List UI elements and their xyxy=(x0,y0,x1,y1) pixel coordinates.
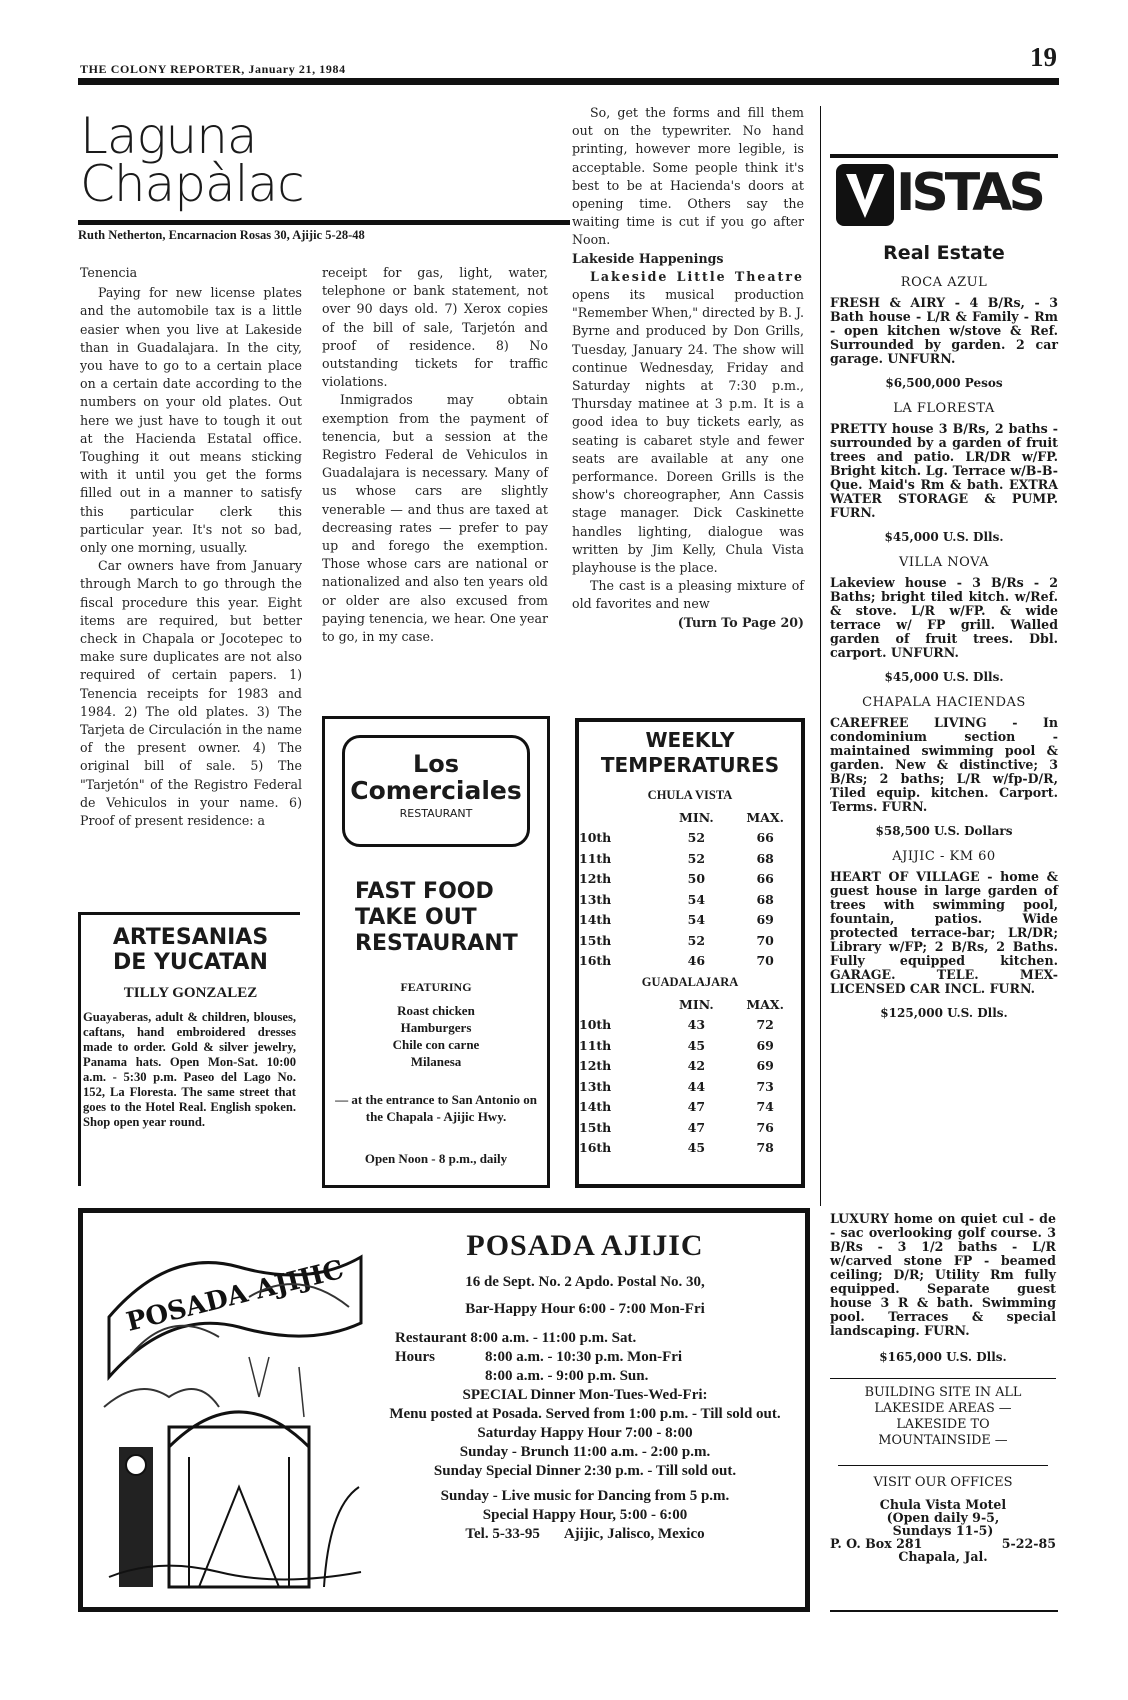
artesanias-title-line2: DE YUCATAN xyxy=(113,950,268,975)
max-cell: 72 xyxy=(756,1017,774,1033)
listing-name: AJIJIC - KM 60 xyxy=(892,849,996,864)
column-rule xyxy=(820,106,821,1206)
po-box: P. O. Box 281 xyxy=(830,1536,923,1551)
article-paragraph: So, get the forms and fill them out on the typewriter. No hand printing, however more legible, is acceptable. Some people think it's best to be at Hacienda's doors at opening time. Others say the waiting time is cut if you go after Noon. xyxy=(572,105,804,248)
day-cell: 11th xyxy=(579,1037,612,1053)
listing-price: $58,500 U.S. Dollars xyxy=(875,824,1013,838)
comerciales-name-line2: Comerciales xyxy=(350,776,522,805)
menu-item: Chile con carne xyxy=(392,1037,480,1052)
article-column-2 xyxy=(322,264,548,646)
posada-address: 16 de Sept. No. 2 Apdo. Postal No. 30, xyxy=(465,1274,705,1290)
weekly-temperatures xyxy=(575,718,805,1188)
max-header: MAX. xyxy=(746,809,784,825)
day-cell: 16th xyxy=(579,1140,612,1156)
day-cell: 14th xyxy=(579,912,612,928)
comerciales-logo xyxy=(342,735,530,847)
min-cell: 45 xyxy=(687,1037,706,1053)
posada-menu: Menu posted at Posada. Served from 1:00 p.m. - Till sold out. xyxy=(389,1406,781,1422)
offices-line: Chula Vista Motel xyxy=(879,1497,1007,1512)
posada-special: SPECIAL Dinner Mon-Tues-Wed-Fri: xyxy=(462,1387,708,1403)
listing-desc: PRETTY house 3 B/Rs, 2 baths - surrounded by a garden of fruit trees and patio. LR/DR w/FP. Bright kitch. Lg. Terrace w/B-B-Que. Maid's Rm & bath. EXTRA WATER STORAGE & PUMP. FURN. xyxy=(830,421,1058,520)
min-cell: 54 xyxy=(687,891,706,907)
listing xyxy=(830,696,1058,838)
min-cell: 52 xyxy=(687,830,706,846)
vistas-bottom-rule xyxy=(830,1610,1058,1612)
article-paragraph: Car owners have from January through March to go through the fiscal procedure this year. Eight items are required, but better check in Chapala or Jocotepec to make sure duplicates are not also required of certain papers. 1) Tenencia receipts for 1983 and 1984. 2) The old plates. 3) The Tarjeta de Circulación in the name of the present owner. 4) The original bill of sale. 5) The "Tarjetón" of the Registro Federal de Vehiculos in your name. 6) Proof of present residence: a xyxy=(80,558,302,829)
listing-price: $125,000 U.S. Dlls. xyxy=(880,1006,1008,1020)
min-cell: 52 xyxy=(687,850,706,866)
day-cell: 10th xyxy=(579,1017,612,1033)
artesanias-body: Guayaberas, adult & children, blouses, caftans, hand embroidered dresses made to order. Gold & silver jewelry, Panama hats. Open Mon-Sat. 10:00 a.m. - 5:30 p.m. Paseo del Lago No. 152, La Floresta. The same street that goes to the Hotel Real. English spoken. Shop open year round. xyxy=(83,1010,296,1129)
day-cell: 14th xyxy=(579,1099,612,1115)
ad-los-comerciales xyxy=(322,716,550,1188)
posada-hours-label: Hours xyxy=(395,1349,436,1365)
listing-price: $45,000 U.S. Dlls. xyxy=(884,530,1004,544)
column-head-rule xyxy=(78,220,570,225)
min-cell: 47 xyxy=(687,1119,706,1135)
offices-line: (Open daily 9-5, xyxy=(886,1510,1000,1525)
posada-illustration xyxy=(99,1227,369,1597)
posada-sign-text: POSADA AJIJIC xyxy=(123,1254,347,1338)
listing-name: LA FLORESTA xyxy=(893,401,995,416)
table-row xyxy=(579,1097,801,1118)
listing xyxy=(830,556,1058,684)
listing xyxy=(830,276,1058,390)
table-row xyxy=(579,1076,801,1097)
min-header: MIN. xyxy=(679,996,714,1012)
article-paragraph: The cast is a pleasing mixture of old favorites and new xyxy=(572,578,804,612)
day-cell: 11th xyxy=(579,850,612,866)
min-cell: 46 xyxy=(687,953,706,969)
min-cell: 54 xyxy=(687,912,706,928)
listing xyxy=(830,850,1058,1020)
listing-desc: HEART OF VILLAGE - home & guest house in large garden of trees with swimming pool, fountain, patios. Wide protected terrace-bar; LR/DR; Library w/FP; 2 B/Rs, 2 Baths. Fully equipped kitchen. GARAGE. TELE. MEX-LICENSED CAR INCL. FURN. xyxy=(830,869,1058,996)
article-paragraph: receipt for gas, light, water, telephone or bank statement, not over 90 days old. 7) Xerox copies of the bill of sale, Tarjetón and proof of residence. 8) No outstanding tickets for traffic violations. xyxy=(322,265,548,390)
posada-city: Ajijic, Jalisco, Mexico xyxy=(563,1526,705,1542)
vistas-lower xyxy=(830,1212,1056,1563)
temperature-table xyxy=(579,807,801,971)
listing-price: $6,500,000 Pesos xyxy=(885,376,1003,390)
listing-desc: CAREFREE LIVING - In condominium section - maintained swimming pool & garden. New & distinctive; 3 B/Rs; 2 baths; L/R w/fp-D/R, Tiled equip. kitchen. Carport. Terms. FURN. xyxy=(830,715,1058,814)
station-name: GUADALAJARA xyxy=(641,975,739,989)
day-cell: 12th xyxy=(579,1058,612,1074)
max-cell: 74 xyxy=(756,1099,774,1115)
vistas-tagline: Real Estate xyxy=(883,242,1005,264)
day-cell: 16th xyxy=(579,953,612,969)
max-cell: 66 xyxy=(756,871,774,887)
listing-name: VILLA NOVA xyxy=(898,555,989,570)
ad-artesanias xyxy=(78,912,300,1186)
artesanias-owner: TILLY GONZALEZ xyxy=(123,985,258,1001)
table-row xyxy=(579,1117,801,1138)
temperature-table xyxy=(579,994,801,1158)
article-heading: Tenencia xyxy=(80,265,138,280)
min-cell: 52 xyxy=(687,932,706,948)
day-cell: 15th xyxy=(579,932,612,948)
article-paragraph: Inmigrados may obtain exemption from the payment of tenencia, but a session at the Registro Federal de Vehiculos in Guadalajara is necessary. Many of us whose cars are slightly venerable — and thus are taxed at decreasing rates — prefer to pay up and forego the exemption. Those whose cars are national or nationalized and also ten years old or older are also excused from paying tenencia, we hear. One year to go, in my case. xyxy=(322,392,548,645)
min-cell: 44 xyxy=(687,1078,706,1094)
posada-hours xyxy=(383,1348,787,1386)
comerciales-hours: Open Noon - 8 p.m., daily xyxy=(364,1151,508,1166)
offices-city: Chapala, Jal. xyxy=(898,1549,988,1564)
comerciales-slogan xyxy=(355,879,518,957)
max-cell: 68 xyxy=(756,850,774,866)
happenings-heading: Lakeside Happenings xyxy=(572,250,724,266)
posada-text xyxy=(383,1227,787,1544)
posada-sunday-music: Sunday - Live music for Dancing from 5 p.m. xyxy=(440,1488,730,1504)
min-cell: 43 xyxy=(687,1017,706,1033)
vistas-v-icon xyxy=(836,164,894,226)
max-header: MAX. xyxy=(746,996,784,1012)
article-column-3 xyxy=(572,104,804,632)
listing xyxy=(830,402,1058,544)
posada-contact xyxy=(383,1525,787,1544)
table-row xyxy=(579,930,801,951)
max-cell: 78 xyxy=(756,1140,774,1156)
menu-item: Roast chicken xyxy=(397,1003,475,1018)
day-cell: 13th xyxy=(579,891,612,907)
posada-saturday: Saturday Happy Hour 7:00 - 8:00 xyxy=(477,1425,693,1441)
posada-title: POSADA AJIJIC xyxy=(466,1229,704,1262)
office-phone: 5-22-85 xyxy=(1001,1536,1056,1551)
theatre-lead: Lakeside Little Theatre xyxy=(590,268,804,284)
ad-posada-ajijic xyxy=(78,1208,810,1612)
day-cell: 10th xyxy=(579,830,612,846)
posada-bar: Bar-Happy Hour 6:00 - 7:00 Mon-Fri xyxy=(465,1301,705,1317)
building-site: BUILDING SITE IN ALL LAKESIDE AREAS — LAKESIDE TO MOUNTAINSIDE — xyxy=(864,1385,1022,1448)
min-header: MIN. xyxy=(679,809,714,825)
listing-name: ROCA AZUL xyxy=(900,275,988,290)
min-cell: 42 xyxy=(687,1058,706,1074)
offices-line: Sundays 11-5) xyxy=(892,1523,994,1538)
day-cell: 12th xyxy=(579,871,612,887)
max-cell: 69 xyxy=(756,1058,774,1074)
table-row xyxy=(579,869,801,890)
day-cell: 13th xyxy=(579,1078,612,1094)
offices-heading: VISIT OUR OFFICES xyxy=(873,1475,1013,1490)
luxury-price: $165,000 U.S. Dlls. xyxy=(879,1350,1007,1364)
station-name: CHULA VISTA xyxy=(647,788,733,802)
min-cell: 45 xyxy=(687,1140,706,1156)
slogan-line2: TAKE OUT xyxy=(355,905,477,930)
masthead-paper: THE COLONY REPORTER, January 21, 1984 xyxy=(80,62,346,76)
column-title-line1: Laguna xyxy=(80,107,257,165)
artesanias-title-line1: ARTESANIAS xyxy=(112,925,269,950)
table-row xyxy=(579,951,801,972)
featuring-label: FEATURING xyxy=(400,980,472,994)
max-cell: 68 xyxy=(756,891,774,907)
comerciales-location: — at the entrance to San Antonio on the Chapala - Ajijic Hwy. xyxy=(335,1092,537,1124)
posada-special-happy: Special Happy Hour, 5:00 - 6:00 xyxy=(482,1507,688,1523)
table-row xyxy=(579,1056,801,1077)
vistas-logo-text: ISTAS xyxy=(896,163,1042,223)
ad-vistas xyxy=(830,110,1058,1210)
comerciales-menu xyxy=(325,979,547,1070)
offices-details xyxy=(830,1498,1056,1537)
day-cell: 15th xyxy=(579,1119,612,1135)
vistas-listings xyxy=(830,276,1058,1020)
max-cell: 66 xyxy=(756,830,774,846)
menu-item: Milanesa xyxy=(410,1054,462,1069)
temperatures-title-line2: TEMPERATURES xyxy=(600,753,780,777)
column-title-line2: Chapàlac xyxy=(80,155,304,213)
posada-tel: Tel. 5-33-95 xyxy=(465,1526,540,1542)
table-row xyxy=(579,848,801,869)
masthead-rule xyxy=(78,78,1059,85)
posada-hours-line: 8:00 a.m. - 9:00 p.m. Sun. xyxy=(485,1368,649,1384)
comerciales-restaurant: RESTAURANT xyxy=(399,807,473,820)
page-number: 19 xyxy=(1030,42,1057,72)
listing-price: $45,000 U.S. Dlls. xyxy=(884,670,1004,684)
listing-desc: FRESH & AIRY - 4 B/Rs, - 3 Bath house - L/R & Family - Rm - open kitchen w/stove & Ref. Surrounded by garden. 2 car garage. UNFURN. xyxy=(830,295,1058,366)
byline: Ruth Netherton, Encarnacion Rosas 30, Ajijic 5-28-48 xyxy=(78,228,365,242)
slogan-line3: RESTAURANT xyxy=(355,931,518,956)
comerciales-name-line1: Los xyxy=(412,750,460,778)
menu-item: Hamburgers xyxy=(400,1020,472,1035)
turn-to-page: (Turn To Page 20) xyxy=(677,614,804,630)
posada-sunday-brunch: Sunday - Brunch 11:00 a.m. - 2:00 p.m. xyxy=(459,1444,711,1460)
table-row xyxy=(579,1015,801,1036)
max-cell: 69 xyxy=(756,1037,774,1053)
table-row xyxy=(579,889,801,910)
theatre-text: opens its musical production "Remember When," directed by B. J. Byrne and produced by Don Grills, Tuesday, January 24. The show will continue Wednesday, Friday and Saturday nights at 7:30 p.m., Thursday matinee at 3 p.m. It is a good idea to buy tickets early, as seating is cabaret style and fewer seats are available at any one performance. Doreen Grills is the show's choreographer, Ann Cassis stage manager. Dick Caskinette handles lighting, dialogue was written by Jim Kelly, Chula Vista playhouse is the place. xyxy=(572,287,804,576)
luxury-listing: LUXURY home on quiet cul - de - sac overlooking golf course. 3 B/Rs - 3 1/2 baths - L/R w/carved stone FP - beamed ceiling; D/R; Utility Rm fully equipped. Separate guest house 3 R & bath. Swimming pool. Terraces & special landscaping. FURN. xyxy=(830,1211,1056,1338)
max-cell: 76 xyxy=(756,1119,774,1135)
artesanias-title xyxy=(81,925,300,975)
table-row xyxy=(579,1035,801,1056)
posada-restaurant: Restaurant 8:00 a.m. - 11:00 p.m. Sat. xyxy=(395,1330,637,1346)
posada-sunday-dinner: Sunday Special Dinner 2:30 p.m. - Till sold out. xyxy=(433,1463,737,1479)
posada-hours-line: 8:00 a.m. - 10:30 p.m. Mon-Fri xyxy=(485,1349,683,1365)
temperatures-title-line1: WEEKLY xyxy=(645,728,735,752)
article-column-1 xyxy=(80,264,302,830)
listing-desc: Lakeview house - 3 B/Rs - 2 Baths; bright tiled kitch. w/Ref. & stove. L/R w/FP. & wide terrace w/ FP grill. Walled garden of fruit trees. Dbl. carport. UNFURN. xyxy=(830,575,1058,660)
column-title xyxy=(80,107,304,213)
temperatures-title xyxy=(579,728,801,778)
listing-name: CHAPALA HACIENDAS xyxy=(862,695,1026,710)
max-cell: 69 xyxy=(756,912,774,928)
max-cell: 70 xyxy=(756,932,774,948)
max-cell: 70 xyxy=(756,953,774,969)
slogan-line1: FAST FOOD xyxy=(355,879,494,904)
min-cell: 50 xyxy=(687,871,706,887)
vistas-logo xyxy=(830,154,1058,228)
table-row xyxy=(579,828,801,849)
min-cell: 47 xyxy=(687,1099,706,1115)
max-cell: 73 xyxy=(756,1078,774,1094)
article-paragraph: Paying for new license plates and the automobile tax is a little easier when you live at Lakeside than in Guadalajara. In the city, you have to go to a certain place on a certain date according to the numbers on your old plates. Out here we just have to tough it out at the Hacienda Estatal office. Toughing it out means sticking with it until you get the forms filled out in a manner to satisfy this particular clerk this particular year. It's not so bad, only one morning, usually. xyxy=(80,285,302,556)
table-row xyxy=(579,910,801,931)
table-row xyxy=(579,1138,801,1159)
